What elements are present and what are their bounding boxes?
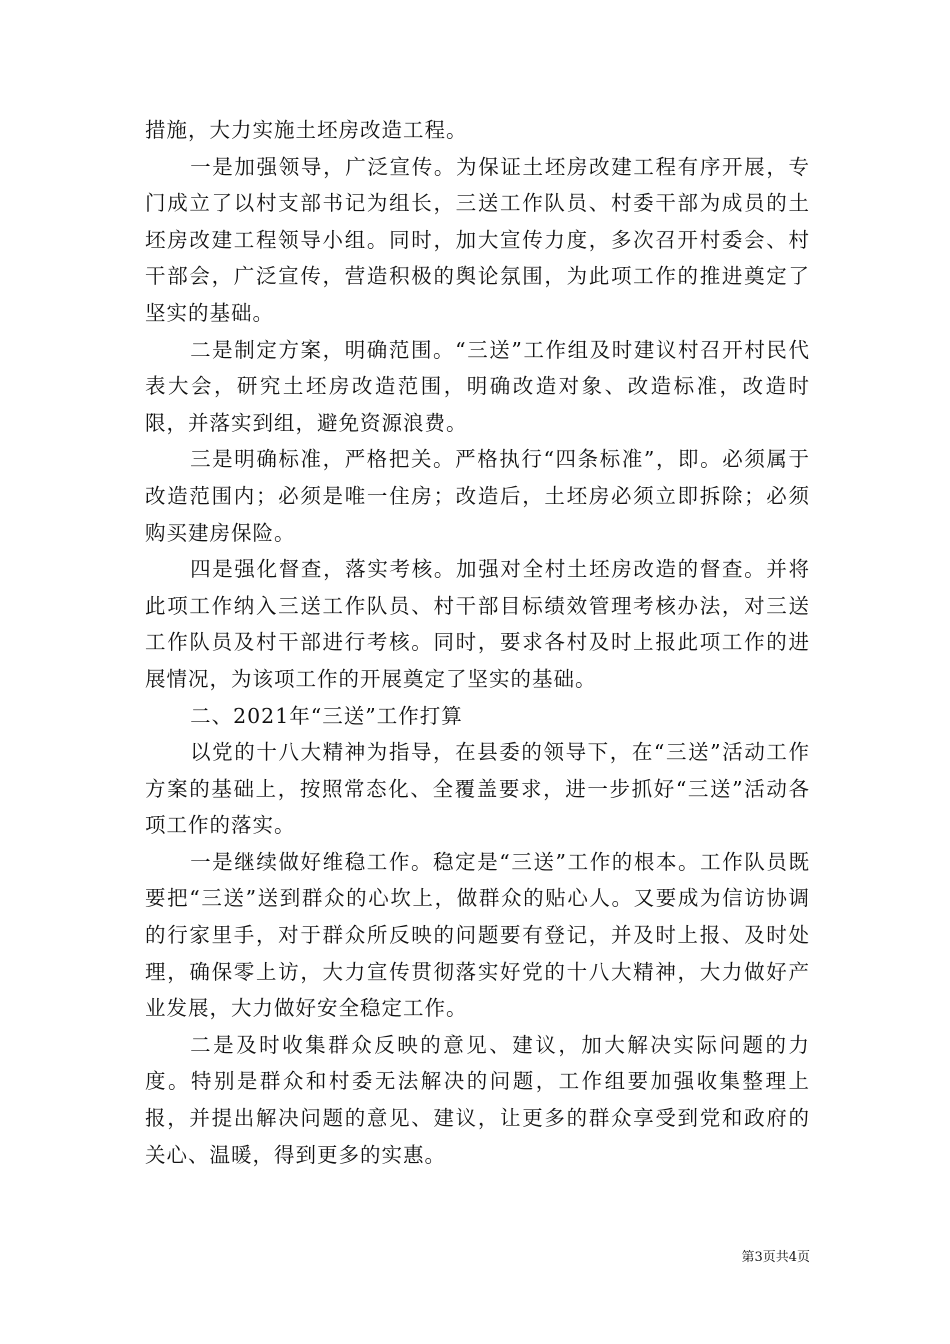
paragraph-continuation: 措施，大力实施土坯房改造工程。	[145, 118, 468, 142]
paragraph-collect-opinions: 二是及时收集群众反映的意见、建议，加大解决实际问题的力度。特别是群众和村委无法解决的问题，工作组要加强收集整理上报，并提出解决问题的意见、建议，让更多的群众享受到党和政府的关心、温暖，得到更多的实惠。	[145, 1032, 810, 1167]
paragraph-guiding-principle: 以党的十八大精神为指导，在县委的领导下，在“三送”活动工作方案的基础上，按照常态化、全覆盖要求，进一步抓好“三送”活动各项工作的落实。	[145, 740, 810, 838]
section-heading-2021-plan: 二、2021年“三送”工作打算	[190, 703, 463, 728]
page-number: 第3页共4页	[741, 1250, 810, 1265]
paragraph-clarify-standards: 三是明确标准，严格把关。严格执行“四条标准”，即。必须属于改造范围内；必须是唯一住房；改造后，土坯房必须立即拆除；必须购买建房保险。	[145, 447, 810, 545]
paragraph-strengthen-leadership: 一是加强领导，广泛宣传。为保证土坯房改建工程有序开展，专门成立了以村支部书记为组长，三送工作队员、村委干部为成员的土坯房改建工程领导小组。同时，加大宣传力度，多次召开村委会、村干部会，广泛宣传，营造积极的舆论氛围，为此项工作的推进奠定了坚实的基础。	[145, 154, 810, 325]
document-body	[145, 112, 810, 1173]
paragraph-stability-work: 一是继续做好维稳工作。稳定是“三送”工作的根本。工作队员既要把“三送”送到群众的心坎上，做群众的贴心人。又要成为信访协调的行家里手，对于群众所反映的问题要有登记，并及时上报、及时处理，确保零上访，大力宣传贯彻落实好党的十八大精神，大力做好产业发展，大力做好安全稳定工作。	[145, 849, 810, 1021]
paragraph-formulate-plan: 二是制定方案，明确范围。“三送”工作组及时建议村召开村民代表大会，研究土坯房改造范围，明确改造对象、改造标准，改造时限，并落实到组，避免资源浪费。	[145, 337, 810, 435]
paragraph-supervision: 四是强化督查，落实考核。加强对全村土坯房改造的督查。并将此项工作纳入三送工作队员、村干部目标绩效管理考核办法，对三送工作队员及村干部进行考核。同时，要求各村及时上报此项工作的进展情况，为该项工作的开展奠定了坚实的基础。	[145, 557, 810, 691]
